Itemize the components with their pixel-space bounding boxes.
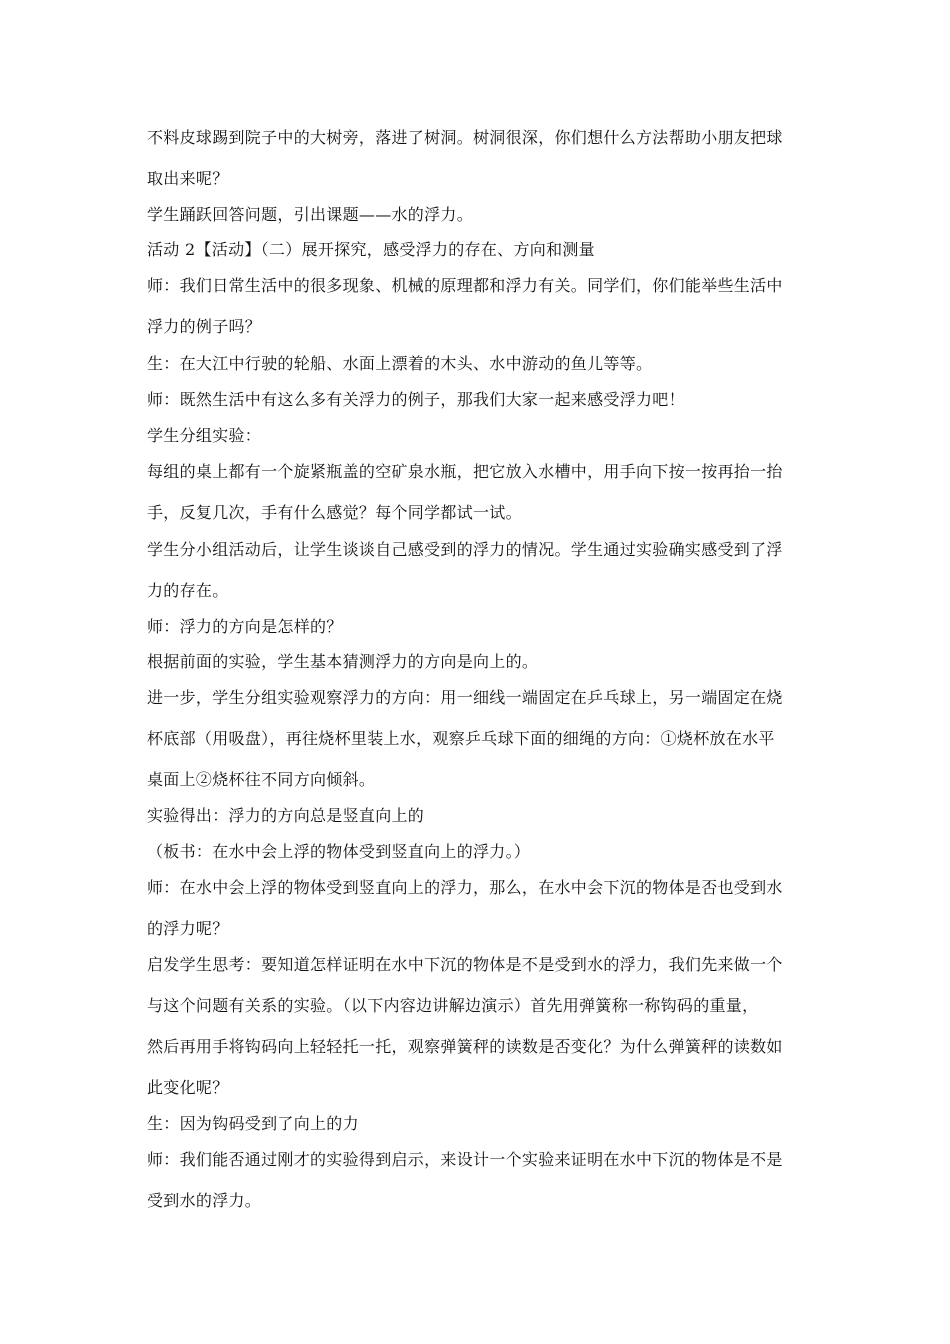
text-line: 桌面上②烧杯往不同方向倾斜。 bbox=[147, 770, 376, 789]
text-line: 学生分小组活动后，让学生谈谈自己感受到的浮力的情况。学生通过实验确实感受到了浮 bbox=[147, 540, 783, 559]
text-line: 力的存在。 bbox=[147, 581, 229, 600]
text-line: （板书：在水中会上浮的物体受到竖直向上的浮力。） bbox=[147, 842, 531, 861]
text-line: 取出来呢？ bbox=[147, 169, 229, 188]
text-line: 学生踊跃回答问题，引出课题——水的浮力。 bbox=[147, 205, 474, 224]
text-line: 学生分组实验： bbox=[147, 426, 262, 445]
text-line: 手，反复几次，手有什么感觉？每个同学都试一试。 bbox=[147, 503, 522, 522]
text-line: 每组的桌上都有一个旋紧瓶盖的空矿泉水瓶，把它放入水槽中，用手向下按一按再抬一抬 bbox=[147, 462, 783, 481]
text-line: 师：在水中会上浮的物体受到竖直向上的浮力，那么，在水中会下沉的物体是否也受到水 bbox=[147, 878, 783, 897]
text-line: 启发学生思考：要知道怎样证明在水中下沉的物体是不是受到水的浮力，我们先来做一个 bbox=[147, 955, 783, 974]
text-line: 生：因为钩码受到了向上的力 bbox=[147, 1114, 359, 1133]
section-heading: 活动 2【活动】（二）展开探究，感受浮力的存在、方向和测量 bbox=[147, 240, 595, 259]
text-line: 与这个问题有关系的实验。（以下内容边讲解边演示）首先用弹簧称一称钩码的重量， bbox=[147, 996, 759, 1015]
text-line: 师：我们能否通过刚才的实验得到启示，来设计一个实验来证明在水中下沉的物体是不是 bbox=[147, 1150, 783, 1169]
text-line: 根据前面的实验，学生基本猜测浮力的方向是向上的。 bbox=[147, 652, 539, 671]
text-line: 的浮力呢？ bbox=[147, 919, 229, 938]
text-line: 生：在大江中行驶的轮船、水面上漂着的木头、水中游动的鱼儿等等。 bbox=[147, 354, 653, 373]
text-line: 进一步，学生分组实验观察浮力的方向：用一细线一端固定在乒乓球上，另一端固定在烧 bbox=[147, 688, 783, 707]
text-line: 然后再用手将钩码向上轻轻托一托，观察弹簧秤的读数是否变化？为什么弹簧秤的读数如 bbox=[147, 1037, 783, 1056]
text-line: 不料皮球踢到院子中的大树旁，落进了树洞。树洞很深，你们想什么方法帮助小朋友把球 bbox=[147, 128, 783, 147]
text-line: 实验得出：浮力的方向总是竖直向上的 bbox=[147, 806, 425, 825]
text-line: 师：既然生活中有这么多有关浮力的例子，那我们大家一起来感受浮力吧！ bbox=[147, 390, 685, 409]
text-line: 杯底部（用吸盘），再往烧杯里装上水，观察乒乓球下面的细绳的方向：①烧杯放在水平 bbox=[147, 729, 775, 748]
text-line: 师：我们日常生活中的很多现象、机械的原理都和浮力有关。同学们，你们能举些生活中 bbox=[147, 276, 783, 295]
text-line: 师：浮力的方向是怎样的？ bbox=[147, 617, 343, 636]
text-line: 浮力的例子吗？ bbox=[147, 317, 262, 336]
text-line: 受到水的浮力。 bbox=[147, 1191, 262, 1210]
text-line: 此变化呢？ bbox=[147, 1078, 229, 1097]
